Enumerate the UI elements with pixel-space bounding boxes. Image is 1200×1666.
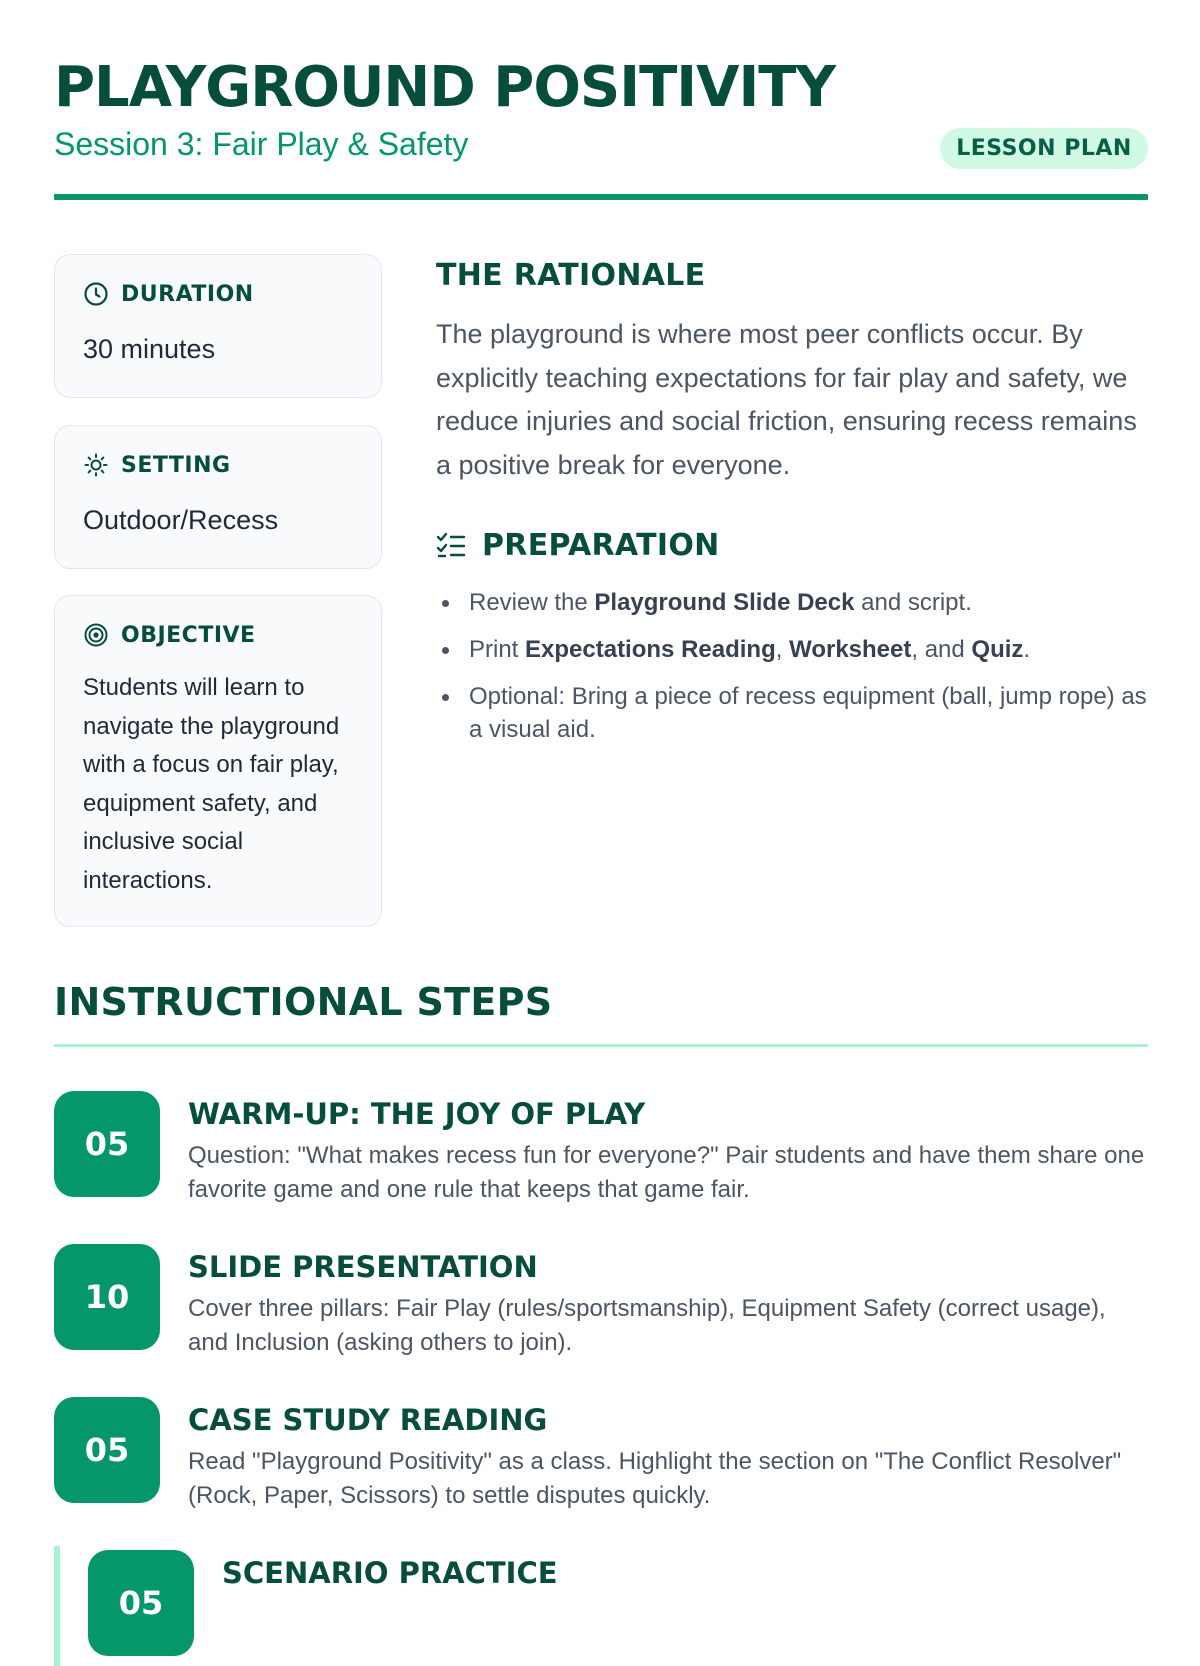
list-item: Print Expectations Reading, Worksheet, and Quiz.	[436, 633, 1148, 666]
objective-text: Students will learn to navigate the playground with a focus on fair play, equipment safety, and inclusive social interactions.	[83, 674, 340, 894]
steps-section-title: INSTRUCTIONAL STEPS	[54, 980, 553, 1024]
preparation-list	[436, 586, 1148, 760]
step-duration-badge: 05	[54, 1091, 160, 1197]
active-step-accent	[54, 1546, 60, 1666]
preparation-title: PREPARATION	[482, 528, 720, 563]
list-item: Optional: Bring a piece of recess equipment (ball, jump rope) as a visual aid.	[436, 680, 1148, 746]
setting-card	[54, 425, 382, 569]
step-description: Cover three pillars: Fair Play (rules/sportsmanship), Equipment Safety (correct usage), and Inclusion (asking others to join).	[188, 1295, 1106, 1356]
sun-icon	[83, 452, 109, 478]
step-title: SCENARIO PRACTICE	[222, 1556, 558, 1590]
duration-label: DURATION	[121, 281, 254, 307]
header-divider	[54, 194, 1148, 200]
step-duration-badge: 05	[54, 1397, 160, 1503]
objective-label: OBJECTIVE	[121, 622, 256, 648]
list-item: Review the Playground Slide Deck and script.	[436, 586, 1148, 619]
lesson-plan-page	[54, 0, 1148, 1622]
duration-card	[54, 254, 382, 398]
step-title: SLIDE PRESENTATION	[188, 1250, 538, 1284]
lesson-plan-badge: LESSON PLAN	[940, 128, 1148, 169]
step-title: CASE STUDY READING	[188, 1403, 548, 1437]
session-subtitle: Session 3: Fair Play & Safety	[54, 126, 469, 162]
step-item	[54, 1091, 1148, 1201]
duration-value: 30 minutes	[83, 334, 216, 364]
step-duration-badge: 10	[54, 1244, 160, 1350]
target-icon	[83, 622, 109, 648]
step-item	[54, 1397, 1148, 1507]
steps-divider	[54, 1044, 1148, 1047]
setting-label: SETTING	[121, 452, 231, 478]
step-item-active	[54, 1550, 1148, 1660]
step-description: Question: "What makes recess fun for everyone?" Pair students and have them share one favorite game and one rule that keeps that game fair.	[188, 1142, 1145, 1203]
clock-icon	[83, 281, 109, 307]
step-title: WARM-UP: THE JOY OF PLAY	[188, 1097, 646, 1131]
step-description: Read "Playground Positivity" as a class. Highlight the section on "The Conflict Resolver" (Rock, Paper, Scissors) to settle disputes quickly.	[188, 1448, 1122, 1509]
rationale-title: THE RATIONALE	[436, 258, 706, 293]
checklist-icon	[436, 531, 466, 561]
step-item	[54, 1244, 1148, 1354]
setting-value: Outdoor/Recess	[83, 505, 279, 535]
rationale-text: The playground is where most peer conflicts occur. By explicitly teaching expectations for fair play and safety, we reduce injuries and social friction, ensuring recess remains a positive break for everyone.	[436, 319, 1137, 480]
preparation-header	[436, 528, 720, 563]
page-title: PLAYGROUND POSITIVITY	[54, 55, 836, 120]
objective-card	[54, 595, 382, 927]
step-duration-badge: 05	[88, 1550, 194, 1656]
